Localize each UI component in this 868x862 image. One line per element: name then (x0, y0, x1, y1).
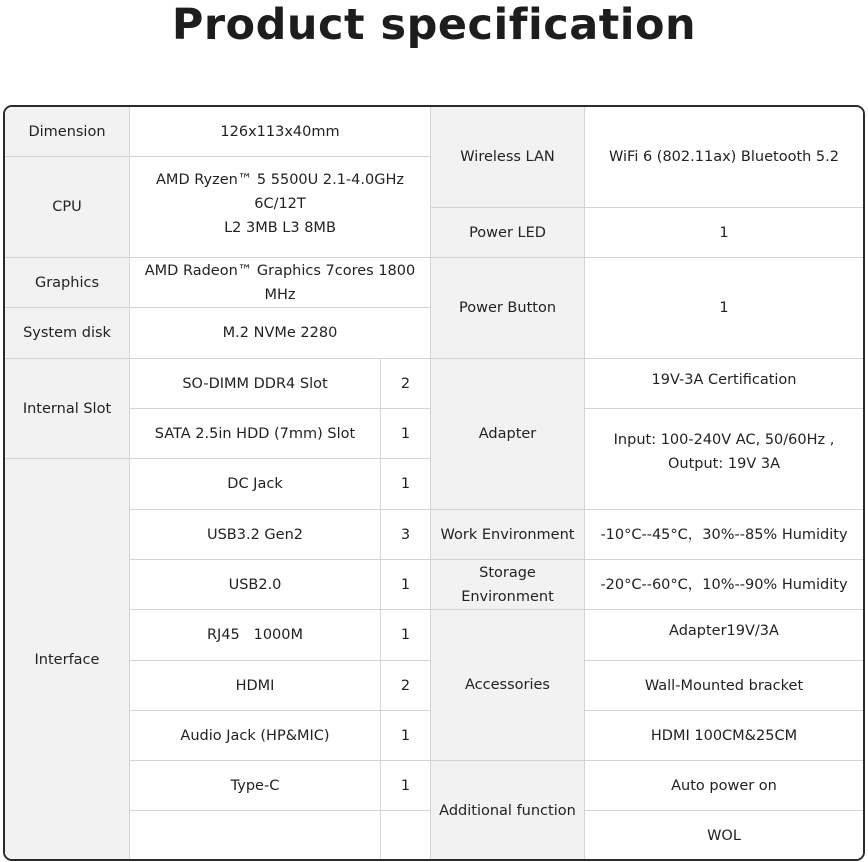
graphics-label: Graphics (5, 258, 130, 308)
internal-slot-name-2: SATA 2.5in HDD (7mm) Slot (130, 409, 381, 459)
interface-empty-count (381, 811, 431, 861)
adapter-output: Output: 19V 3A (668, 456, 780, 472)
accessory-item-1: Adapter19V/3A (585, 610, 863, 661)
wireless-value: WiFi 6 (802.11ax) Bluetooth 5.2 (585, 107, 863, 208)
power-led-label: Power LED (431, 208, 585, 258)
additional-item-2: WOL (585, 811, 863, 861)
cpu-line-1: AMD Ryzen™ 5 5500U 2.1-4.0GHz 6C/12T (156, 172, 404, 212)
system-disk-label: System disk (5, 308, 130, 359)
accessory-item-3: HDMI 100CM&25CM (585, 711, 863, 761)
work-environment-value: -10°C--45°C，30%--85% Humidity (585, 510, 863, 560)
accessory-item-2: Wall-Mounted bracket (585, 661, 863, 711)
spec-table (3, 105, 865, 861)
adapter-io (585, 409, 863, 510)
dimension-value: 126x113x40mm (130, 107, 431, 157)
work-environment-label: Work Environment (431, 510, 585, 560)
adapter-input: Input: 100-240V AC, 50/60Hz , (613, 432, 835, 448)
storage-environment-label: Storage Environment (431, 560, 585, 610)
additional-item-1: Auto power on (585, 761, 863, 811)
interface-name-2: USB3.2 Gen2 (130, 510, 381, 560)
interface-count-5: 2 (381, 661, 431, 711)
interface-label: Interface (5, 459, 130, 861)
interface-name-7: Type-C (130, 761, 381, 811)
interface-count-2: 3 (381, 510, 431, 560)
internal-slot-count-2: 1 (381, 409, 431, 459)
internal-slot-name-1: SO-DIMM DDR4 Slot (130, 359, 381, 409)
accessories-label: Accessories (431, 610, 585, 761)
interface-name-4: RJ45 1000M (130, 610, 381, 661)
storage-environment-value: -20°C--60°C，10%--90% Humidity (585, 560, 863, 610)
wireless-label: Wireless LAN (431, 107, 585, 208)
power-button-label: Power Button (431, 258, 585, 359)
adapter-label: Adapter (431, 359, 585, 510)
dimension-label: Dimension (5, 107, 130, 157)
adapter-certification: 19V-3A Certification (585, 359, 863, 409)
system-disk-value: M.2 NVMe 2280 (130, 308, 431, 359)
page-title: Product specification (171, 0, 697, 50)
interface-name-6: Audio Jack (HP&MIC) (130, 711, 381, 761)
cpu-label: CPU (5, 157, 130, 258)
interface-count-3: 1 (381, 560, 431, 610)
additional-function-label: Additional function (431, 761, 585, 861)
interface-name-5: HDMI (130, 661, 381, 711)
interface-count-1: 1 (381, 459, 431, 510)
interface-name-1: DC Jack (130, 459, 381, 510)
interface-empty-name (130, 811, 381, 861)
interface-name-3: USB2.0 (130, 560, 381, 610)
internal-slot-label: Internal Slot (5, 359, 130, 459)
interface-count-7: 1 (381, 761, 431, 811)
cpu-value (130, 157, 431, 258)
power-button-value: 1 (585, 258, 863, 359)
internal-slot-count-1: 2 (381, 359, 431, 409)
cpu-line-2: L2 3MB L3 8MB (224, 220, 336, 236)
interface-count-6: 1 (381, 711, 431, 761)
power-led-value: 1 (585, 208, 863, 258)
graphics-value: AMD Radeon™ Graphics 7cores 1800 MHz (130, 258, 431, 308)
interface-count-4: 1 (381, 610, 431, 661)
